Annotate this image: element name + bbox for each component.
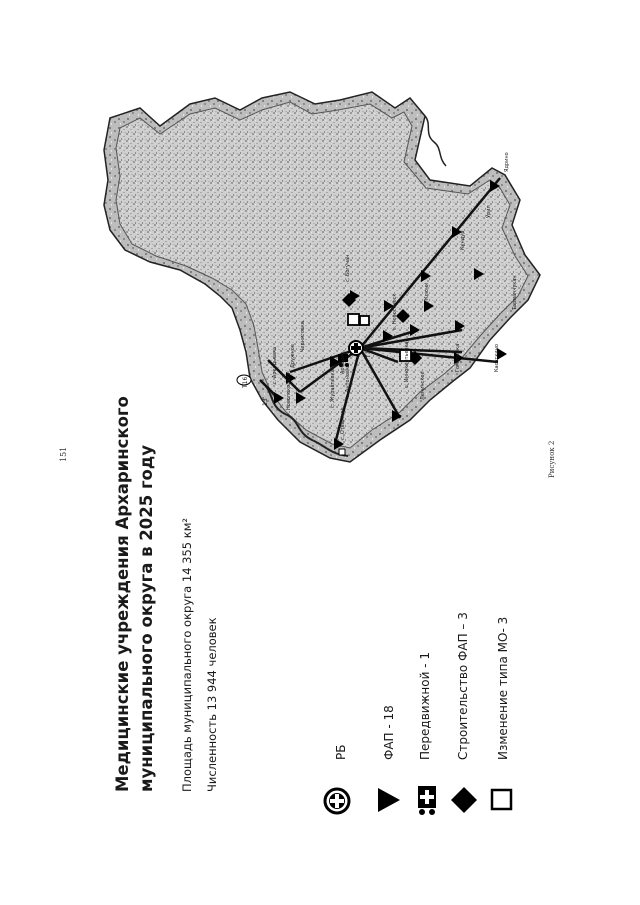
legend-label-rb: РБ	[334, 744, 348, 760]
settlement-label: Аркадие	[340, 351, 346, 374]
settlement-label: с. Иннокентьевка	[404, 341, 410, 388]
settlement-label: Ключи	[424, 282, 430, 300]
area-info: Площадь муниципального округа 14 355 км²	[180, 517, 194, 792]
settlement-label: Ядрино	[504, 152, 510, 172]
settlement-label: Касаткино	[494, 344, 500, 372]
page-number: 151	[59, 446, 68, 462]
settlement-label: с. Отважное	[340, 407, 346, 440]
mobile-unit-icon	[414, 784, 440, 816]
settlement-label: Урил	[486, 205, 492, 218]
map-marker	[339, 449, 345, 455]
settlement-label: Ленинское	[420, 371, 426, 400]
population-info: Численность 13 944 человек	[205, 617, 219, 792]
settlement-label: Новопокровка	[286, 372, 292, 410]
page-title-line-2: муниципального округа в 2025 году	[137, 445, 156, 792]
legend-label-mobile: Передвижной - 1	[418, 652, 432, 760]
road-label-t16: Т16	[242, 376, 249, 388]
square-icon	[348, 314, 359, 325]
settlement-label: с. Антоновка	[345, 364, 351, 398]
settlement-label: с. Аркадьевка	[272, 346, 278, 384]
square-icon	[490, 788, 514, 812]
legend-label-fap: ФАП - 18	[382, 705, 396, 760]
legend-label-construction: Строительство ФАП – 3	[456, 612, 470, 760]
settlement-label: с. Богучан	[345, 254, 351, 282]
hospital-cross-icon	[322, 786, 352, 816]
page-title-line-1: Медицинские учреждения Архаринского	[113, 396, 132, 792]
settlement-label: Дружное	[290, 344, 296, 368]
triangle-icon	[376, 786, 402, 814]
map-district-area	[116, 102, 528, 448]
road-label-13: 13	[262, 398, 269, 406]
settlement-label: с. Новоспасск	[392, 293, 398, 330]
settlement-label: Тарманчукан	[512, 275, 518, 310]
settlement-label: с. Журавлевка	[330, 369, 336, 408]
hospital-cross-icon	[349, 341, 363, 355]
map-river	[425, 116, 446, 166]
settlement-label: Гомелевка	[455, 343, 461, 372]
square-icon	[360, 316, 369, 325]
diamond-icon	[450, 786, 478, 814]
settlement-label: Черниговка	[300, 321, 306, 352]
settlement-label: Кундур	[460, 230, 466, 250]
figure-caption: Рисунок 2	[548, 440, 556, 478]
road-label-t13: Т13	[365, 346, 372, 358]
legend-label-type-change: Изменение типа МО- 3	[496, 616, 510, 760]
